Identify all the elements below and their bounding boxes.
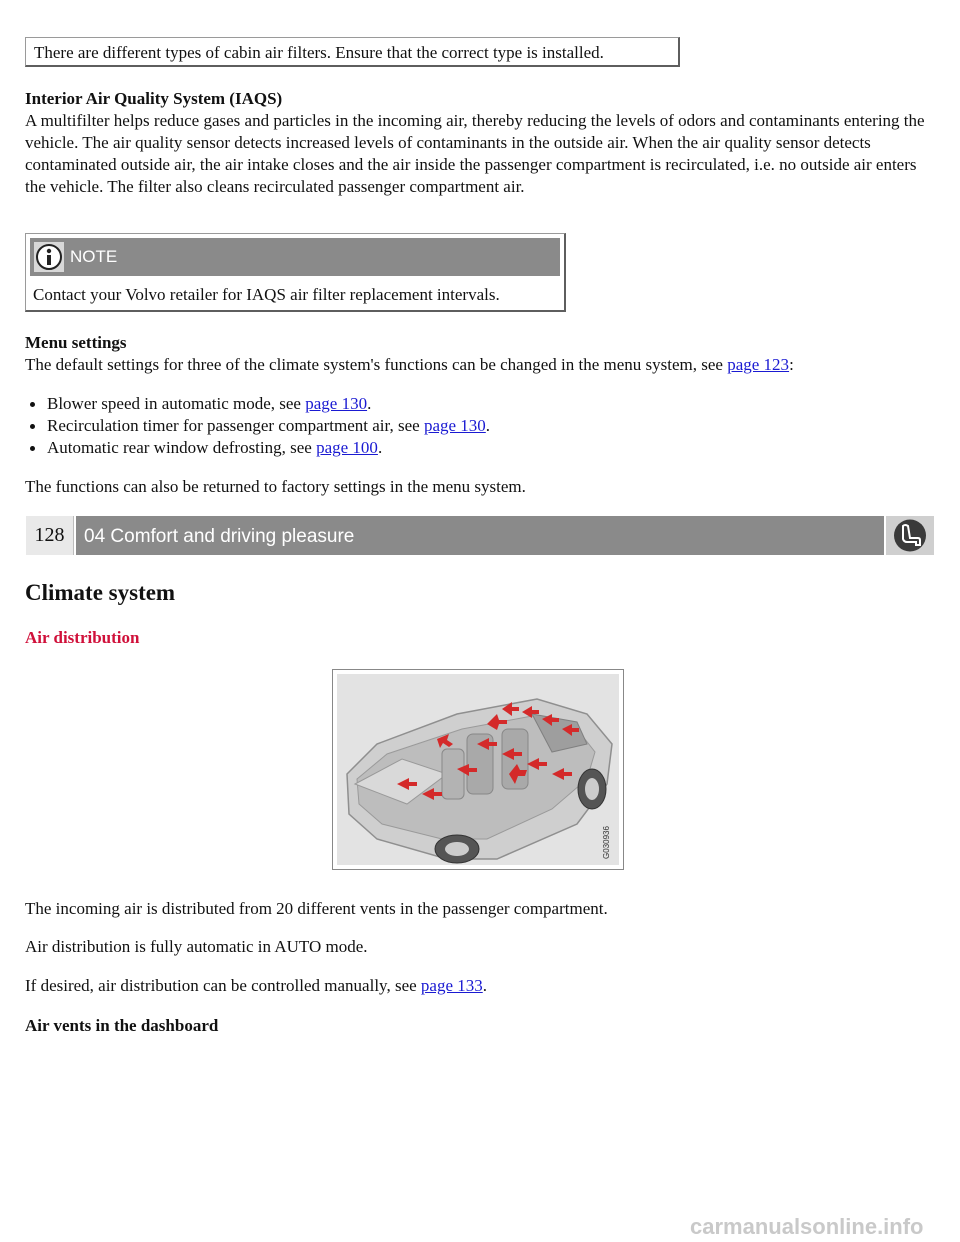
air-distribution-text-2: Air distribution is fully automatic in AUTO mode. [25, 937, 368, 956]
page-130-link[interactable]: page 130 [423, 416, 486, 435]
page-130-link[interactable]: page 130 [305, 394, 368, 413]
page-123-link[interactable]: page 123 [727, 355, 790, 374]
menu-settings-heading: Menu settings [25, 333, 127, 352]
list-item [25, 415, 490, 437]
cabin-filter-notice-text: There are different types of cabin air filters. Ensure that the correct type is installed. [34, 43, 604, 62]
iaqs-heading: Interior Air Quality System (IAQS) [25, 89, 283, 108]
watermark: carmanualsonline.info [690, 1214, 924, 1239]
menu-settings-intro [25, 354, 935, 376]
air-distribution-text-1: The incoming air is distributed from 20 different vents in the passenger compartment. [25, 899, 608, 918]
air-vents-heading: Air vents in the dashboard [25, 1016, 219, 1035]
page-133-link[interactable]: page 133 [420, 976, 483, 995]
chapter-title: 04 Comfort and driving pleasure [76, 516, 884, 555]
note-text: Contact your Volvo retailer for IAQS air filter replacement intervals. [33, 285, 500, 304]
menu-settings-intro-text: The default settings for three of the climate system's functions can be changed in the menu system, see [25, 355, 728, 374]
chapter-bar [26, 516, 934, 555]
climate-title: Climate system [25, 580, 176, 605]
iaqs-section [25, 88, 935, 198]
figure-code: G030936 [602, 826, 611, 859]
iaqs-body: A multifilter helps reduce gases and particles in the incoming air, thereby reducing the levels of odors and contaminants entering the vehicle. The air quality sensor detects increased levels of contaminants in the outside air. When the air quality sensor detects contaminated outside air, the air intake closes and the air inside the passenger compartment is recirculated, i.e. no outside air enters the vehicle. The filter also cleans recirculated passenger compartment air. [25, 111, 925, 196]
cabin-filter-notice [25, 37, 680, 67]
note-header [30, 238, 560, 276]
bullet-end: . [367, 394, 372, 413]
info-icon [34, 242, 64, 272]
bullet-text: Recirculation timer for passenger compartment air, see [47, 416, 424, 435]
menu-settings-intro-end: : [789, 355, 794, 374]
air-distribution-text-3 [25, 975, 935, 997]
bullet-text: Blower speed in automatic mode, see [47, 394, 306, 413]
air-distribution-figure [332, 669, 624, 870]
page-number: 128 [26, 516, 74, 555]
bullet-end: . [485, 416, 491, 435]
menu-settings-list [25, 393, 490, 459]
note-label: NOTE [70, 247, 118, 266]
manual-control-end: . [482, 976, 487, 995]
bullet-end: . [377, 438, 383, 457]
figure-panel [337, 674, 619, 865]
bullet-text: Automatic rear window defrosting, see [47, 438, 317, 457]
note-box [25, 233, 566, 312]
menu-settings-footer: The functions can also be returned to factory settings in the menu system. [25, 477, 526, 496]
seat-icon [886, 516, 934, 555]
menu-settings-section [25, 332, 935, 376]
list-item [25, 393, 490, 415]
air-distribution-heading: Air distribution [25, 628, 140, 647]
manual-control-text: If desired, air distribution can be controlled manually, see [25, 976, 421, 995]
list-item [25, 437, 490, 459]
page-100-link[interactable]: page 100 [316, 438, 378, 457]
